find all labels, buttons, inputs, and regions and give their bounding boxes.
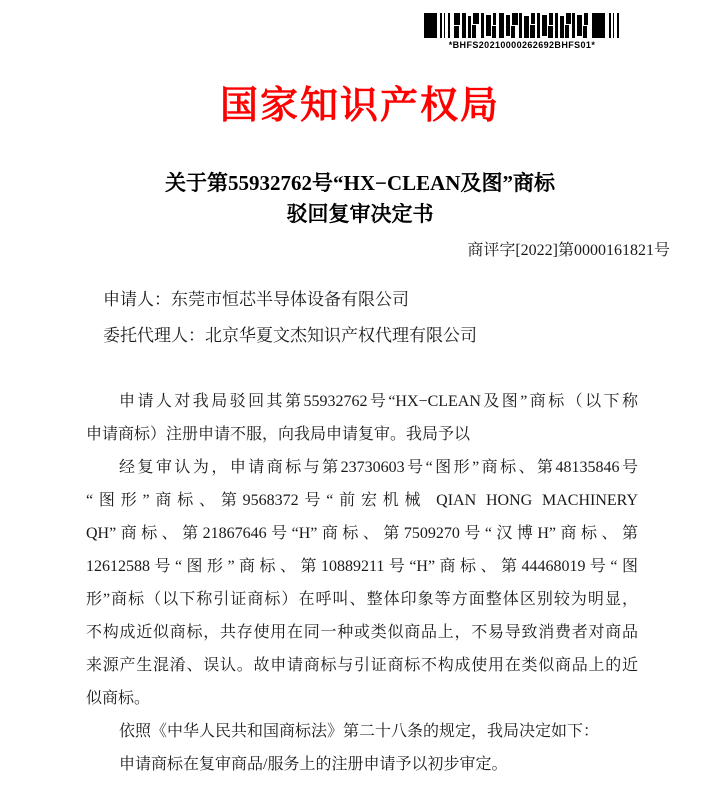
document-title-line1: 关于第55932762号“HX−CLEAN及图”商标: [165, 171, 555, 195]
parties: [103, 282, 477, 354]
body-line: 依照《中华人民共和国商标法》第二十八条的规定，我局决定如下：: [119, 723, 600, 740]
body-line: 形”商标（以下称引证商标）在呼叫、整体印象等方面整体区别较为明显，: [86, 591, 638, 608]
barcode: [424, 13, 620, 50]
body-line: 申请商标在复审商品/服务上的注册申请予以初步审定。: [119, 756, 508, 773]
applicant-label: 申请人：: [103, 290, 171, 309]
agent-line: [103, 318, 477, 354]
body-line: 不构成近似商标，共存使用在同一种或类似商品上，不易导致消费者对商品: [86, 624, 638, 641]
agent-label: 委托代理人：: [103, 326, 205, 345]
document-title: [0, 168, 720, 230]
applicant-name: 东莞市恒芯半导体设备有限公司: [171, 290, 409, 309]
barcode-label: *BHFS20210000262692BHFS01*: [448, 40, 596, 50]
barcode-image: [424, 13, 620, 38]
body-line: 来源产生混淆、误认。故申请商标与引证商标不构成使用在类似商品上的近: [86, 657, 638, 674]
document-title-line2: 驳回复审决定书: [286, 202, 434, 226]
agent-name: 北京华夏文杰知识产权代理有限公司: [205, 326, 477, 345]
body-line: 12612588号“图形”商标、第10889211号“H”商标、第44468019号“图: [86, 558, 638, 575]
body-line: 申请人对我局驳回其第55932762号“HX−CLEAN及图”商标（以下称: [119, 393, 638, 410]
body-line: 申请商标）注册申请不服，向我局申请复审。我局予以: [86, 426, 471, 443]
body-line: 经复审认为，申请商标与第23730603号“图形”商标、第48135846号: [119, 459, 638, 476]
agency-title: 国家知识产权局: [219, 85, 500, 127]
decision-body: [86, 385, 638, 781]
body-line: 似商标。: [86, 690, 151, 707]
applicant-line: [103, 282, 477, 318]
document-number: 商评字[2022]第0000161821号: [467, 242, 670, 259]
body-line: QH”商标、第21867646号“H”商标、第7509270号“汉博H”商标、第: [86, 525, 638, 542]
body-line: “图形”商标、第9568372号“前宏机械 QIAN HONG MACHINERY: [86, 492, 638, 509]
